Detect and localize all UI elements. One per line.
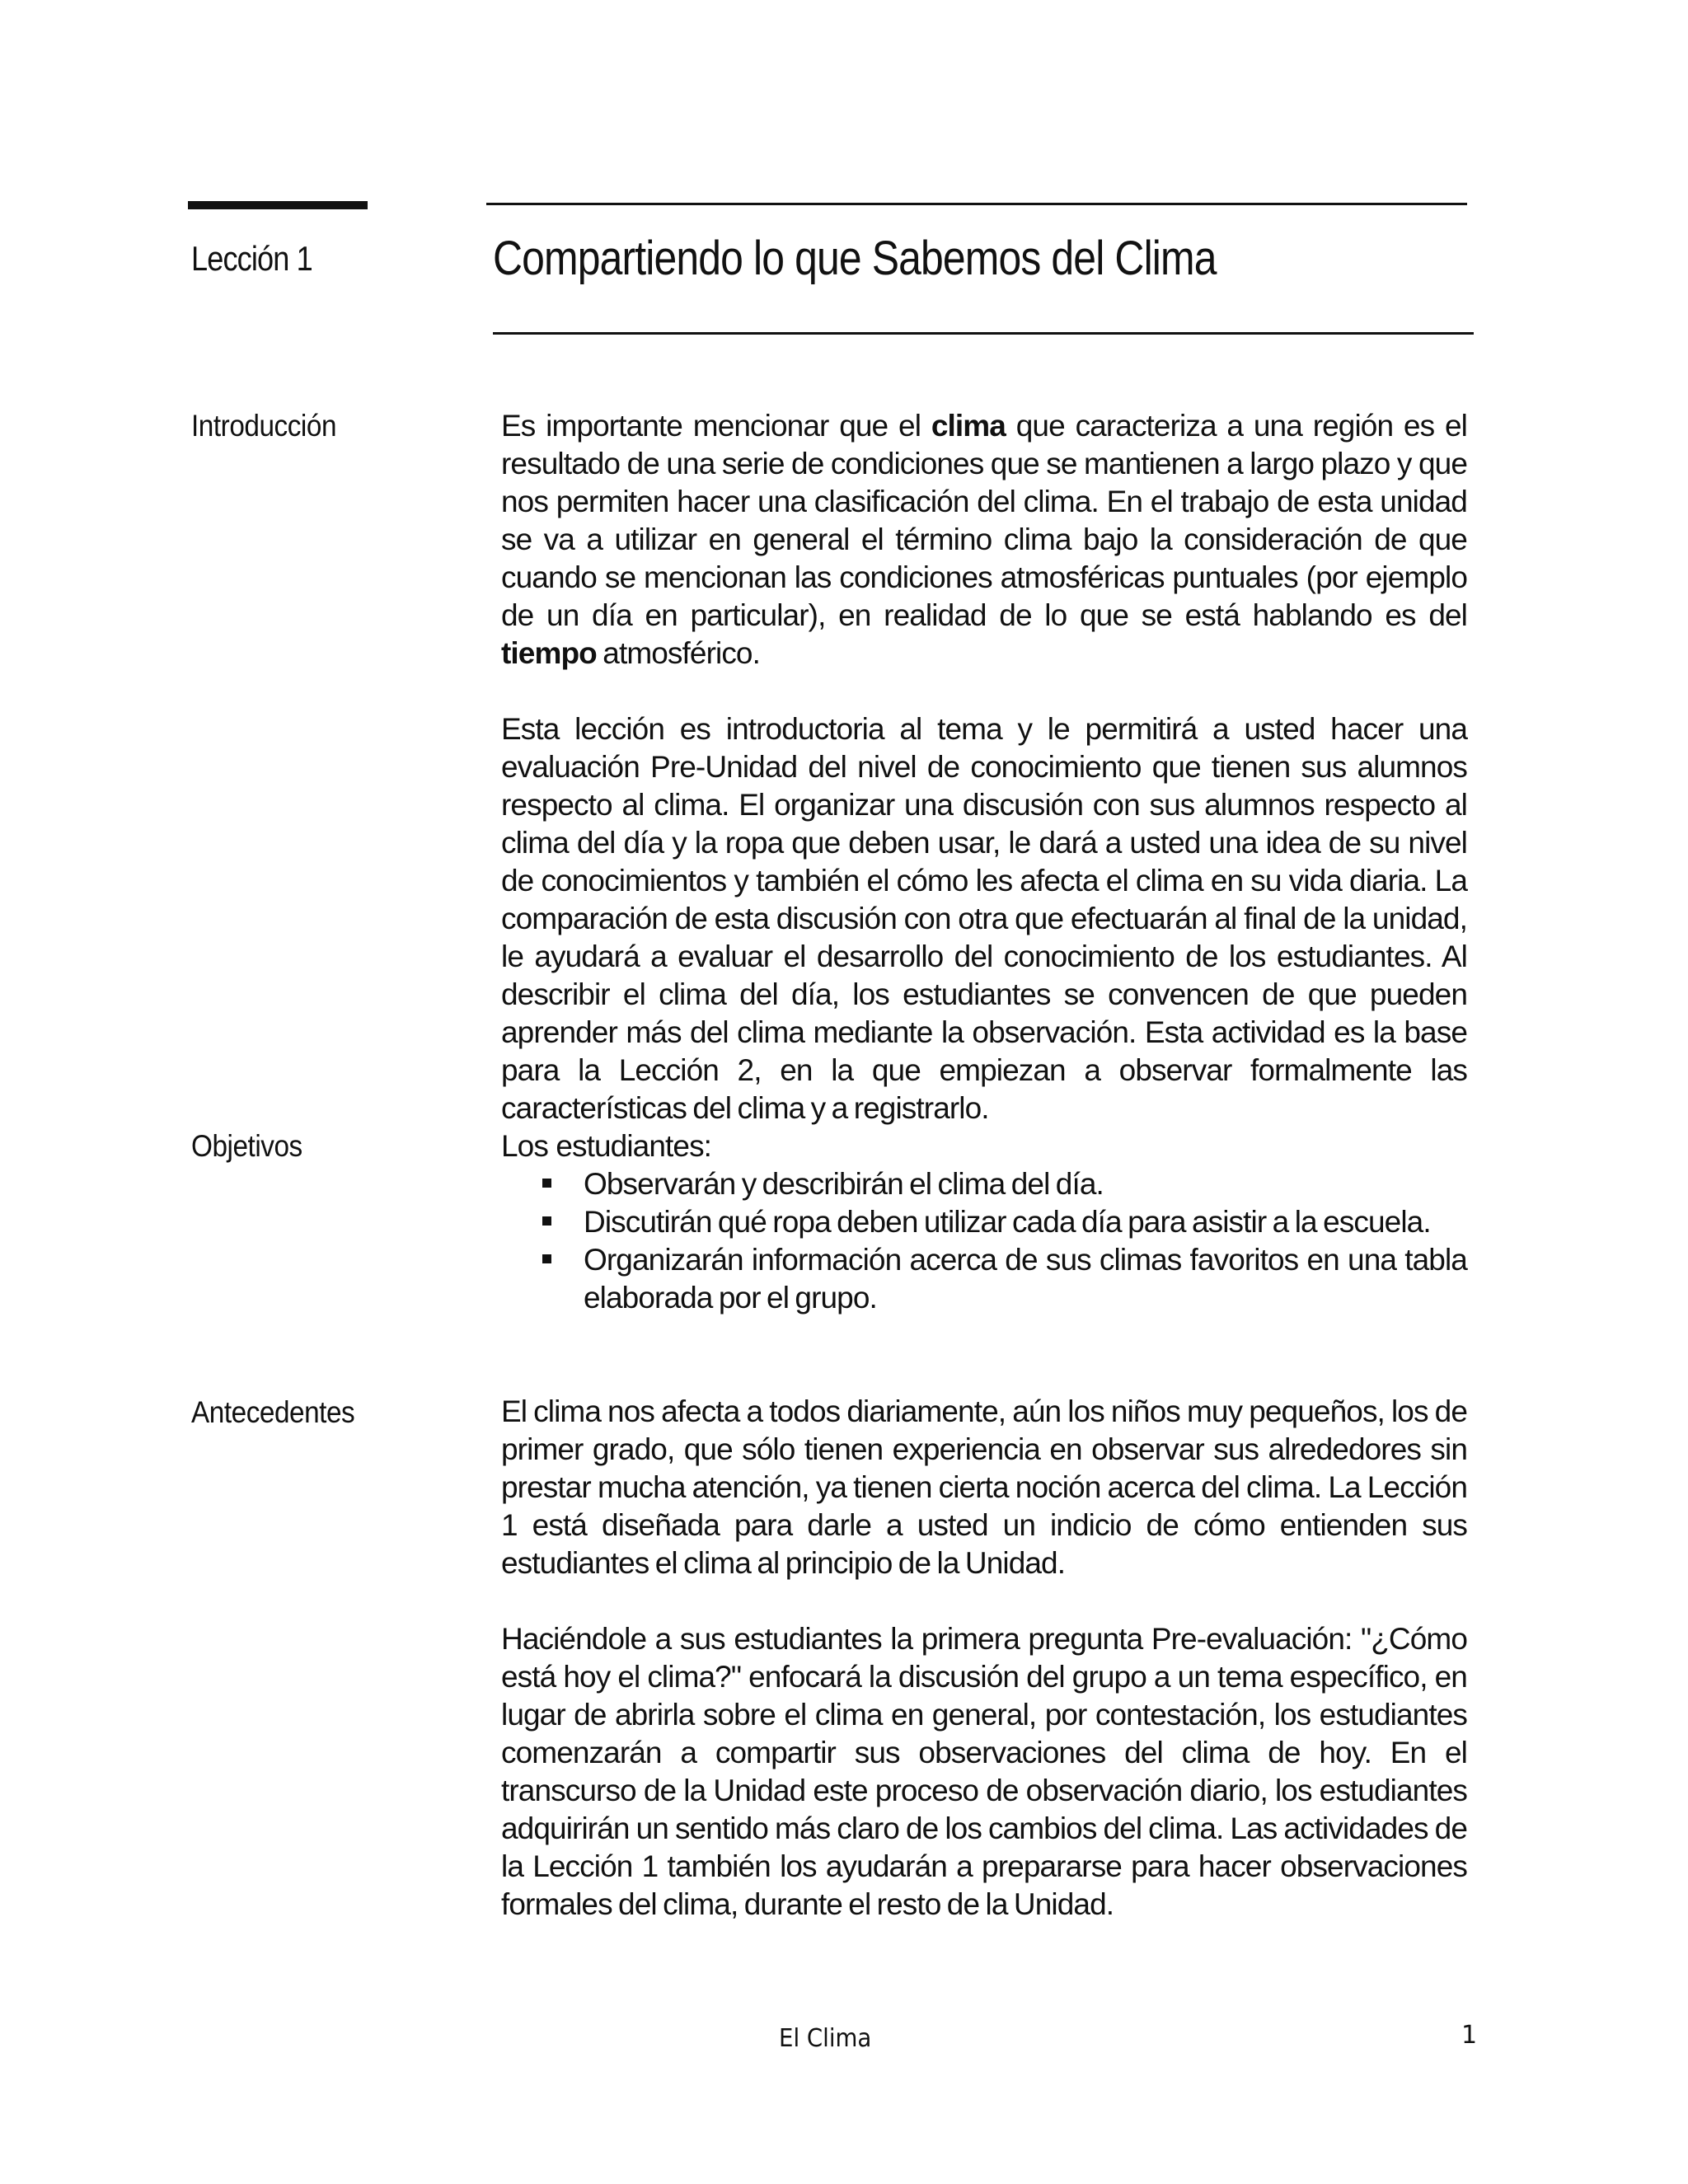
section-label-objetivos: Objetivos	[191, 1129, 302, 1163]
intro-p1-text-a: Es importante mencionar que el	[501, 409, 931, 443]
section-label-introduccion: Introducción	[191, 409, 337, 443]
square-bullet-icon	[542, 1216, 551, 1226]
page-number: 1	[1461, 2021, 1478, 2050]
intro-p1-text-e: atmosférico.	[596, 636, 760, 670]
square-bullet-icon	[542, 1179, 551, 1188]
intro-term-tiempo: tiempo	[501, 636, 597, 670]
list-item	[501, 1241, 1467, 1317]
objetivos-list	[501, 1165, 1467, 1317]
intro-paragraph-2: Esta lección es introductoria al tema y le permitirá a usted hacer una evaluación Pre-Unidad del nivel de conocimiento que tienen sus alumnos respecto al clima. El organizar una discusión con sus alumnos respecto al clima del día y la ropa que deben usar, le dará a usted una idea de su nivel de conocimientos y también el cómo les afecta el clima en su vida diaria. La comparación de esta discusión con otra que efectuarán al final de la unidad, le ayudará a evaluar el desarrollo del conocimiento de los estudiantes. Al describir el clima del día, los estudiantes se convencen de que pueden aprender más del clima mediante la observación. Esta actividad es la base para la Lección 2, en la que empiezan a observar formalmente las características del clima y a registrarlo.	[501, 712, 1467, 1125]
section-antecedentes	[501, 1393, 1467, 1924]
list-item	[501, 1165, 1467, 1203]
header-top-rule	[486, 203, 1467, 205]
intro-p1-text-c: que caracteriza a una región es el resultado de una serie de condiciones que se mantienen a largo plazo y que nos permiten hacer una clasificación del clima. En el trabajo de esta unidad se va a utilizar en general el término clima bajo la consideración de que cuando se mencionan las condiciones atmosféricas puntuales (por ejemplo de un día en particular), en realidad de lo que se está hablando es del	[501, 409, 1467, 632]
objetivo-text: Organizarán información acerca de sus climas favoritos en una tabla elaborada por el grupo.	[584, 1243, 1467, 1315]
section-objetivos	[501, 1127, 1467, 1317]
page-title: Compartiendo lo que Sabemos del Clima	[493, 232, 1217, 285]
intro-paragraph-1	[501, 407, 1467, 673]
objetivo-text: Observarán y describirán el clima del día.	[584, 1167, 1104, 1201]
section-introduccion	[501, 407, 1467, 1127]
header-thick-rule	[188, 201, 368, 209]
list-item	[501, 1203, 1467, 1241]
header-bottom-rule	[493, 332, 1474, 335]
intro-term-clima: clima	[931, 409, 1006, 443]
antecedentes-paragraph-1: El clima nos afecta a todos diariamente, aún los niños muy pequeños, los de primer grado, que sólo tienen experiencia en observar sus alrededores sin prestar mucha atención, ya tienen cierta noción acerca del clima. La Lección 1 está diseñada para darle a usted un indicio de cómo entienden sus estudiantes el clima al principio de la Unidad.	[501, 1394, 1467, 1580]
footer-title: El Clima	[779, 2024, 872, 2053]
section-label-antecedentes: Antecedentes	[191, 1395, 355, 1429]
square-bullet-icon	[542, 1254, 551, 1263]
lesson-label: Lección 1	[191, 239, 312, 278]
objetivo-text: Discutirán qué ropa deben utilizar cada día para asistir a la escuela.	[584, 1205, 1431, 1239]
antecedentes-paragraph-2: Haciéndole a sus estudiantes la primera pregunta Pre-evaluación: "¿Cómo está hoy el clima?" enfocará la discusión del grupo a un tema específico, en lugar de abrirla sobre el clima en general, por contestación, los estudiantes comenzarán a compartir sus observaciones del clima de hoy. En el transcurso de la Unidad este proceso de observación diario, los estudiantes adquirirán un sentido más claro de los cambios del clima. Las actividades de la Lección 1 también los ayudarán a prepararse para hacer observaciones formales del clima, durante el resto de la Unidad.	[501, 1622, 1467, 1921]
objetivos-lead: Los estudiantes:	[501, 1129, 712, 1163]
